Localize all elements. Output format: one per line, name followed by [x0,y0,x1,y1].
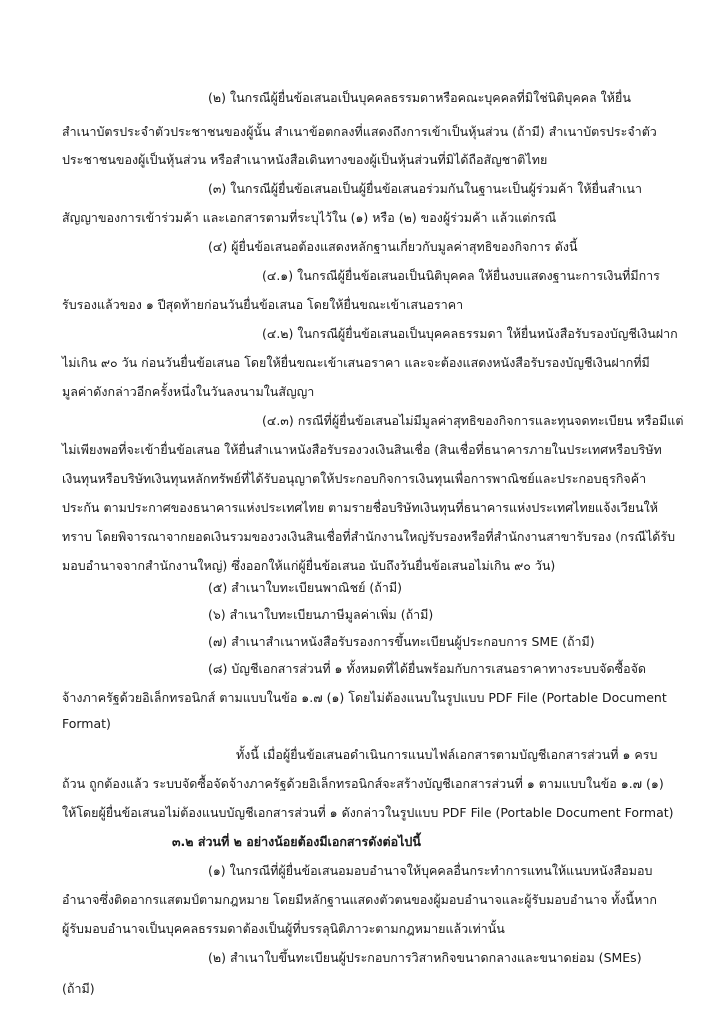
text-line: ทราบ โดยพิจารณาจากยอดเงินรวมของวงเงินสินเชื่อที่สำนักงานใหญ่รับรองหรือที่สำนักงานสาขารับรอง (กรณีได้รับ [62,529,676,544]
text-line: Format) [62,716,111,731]
text-line: (๔.๓) กรณีที่ผู้ยื่นข้อเสนอไม่มีมูลค่าสุทธิของกิจการและทุนจดทะเบียน หรือมีแต่ [262,413,684,428]
text-line: รับรองแล้วของ ๑ ปีสุดท้ายก่อนวันยื่นข้อเสนอ โดยให้ยื่นขณะเข้าเสนอราคา [62,297,464,312]
text-line: (๘) บัญชีเอกสารส่วนที่ ๑ ทั้งหมดที่ได้ยื่นพร้อมกับการเสนอราคาทางระบบจัดซื้อจัด [208,661,647,676]
text-line: สำเนาบัตรประจำตัวประชาชนของผู้นั้น สำเนาข้อตกลงที่แสดงถึงการเข้าเป็นหุ้นส่วน (ถ้ามี) สำเนาบัตรประจำตัว [62,124,657,139]
text-line: (๖) สำเนาใบทะเบียนภาษีมูลค่าเพิ่ม (ถ้ามี) [208,607,434,622]
text-line: อำนาจซึ่งติดอากรแสตมป์ตามกฎหมาย โดยมีหลักฐานแสดงตัวตนของผู้มอบอำนาจและผู้รับมอบอำนาจ ทั้งนี้หาก [62,892,657,907]
text-line: (๗) สำเนาสำเนาหนังสือรับรองการขึ้นทะเบียนผู้ประกอบการ SME (ถ้ามี) [208,634,595,649]
text-line: เงินทุนหรือบริษัทเงินทุนหลักทรัพย์ที่ได้รับอนุญาตให้ประกอบกิจการเงินทุนเพื่อการพาณิชย์และประกอบธุรกิจค้า [62,471,647,486]
text-line: (๓) ในกรณีผู้ยื่นข้อเสนอเป็นผู้ยื่นข้อเสนอร่วมกันในฐานะเป็นผู้ร่วมค้า ให้ยื่นสำเนา [208,181,642,196]
text-line: (๔) ผู้ยื่นข้อเสนอต้องแสดงหลักฐานเกี่ยวกับมูลค่าสุทธิของกิจการ ดังนี้ [208,239,578,254]
text-line: จ้างภาครัฐด้วยอิเล็กทรอนิกส์ ตามแบบในข้อ ๑.๗ (๑) โดยไม่ต้องแนบในรูปแบบ PDF File (Portable Document [62,690,667,705]
text-line: ประชาชนของผู้เป็นหุ้นส่วน หรือสำเนาหนังสือเดินทางของผู้เป็นหุ้นส่วนที่มิได้ถือสัญชาติไทย [62,152,548,167]
text-line: (๑) ในกรณีที่ผู้ยื่นข้อเสนอมอบอำนาจให้บุคคลอื่นกระทำการแทนให้แนบหนังสือมอบ [208,863,653,878]
text-line: (๒) สำเนาใบขึ้นทะเบียนผู้ประกอบการวิสาหกิจขนาดกลางและขนาดย่อม (SMEs) [208,950,642,965]
text-line: ถ้วน ถูกต้องแล้ว ระบบจัดซื้อจัดจ้างภาครัฐด้วยอิเล็กทรอนิกส์จะสร้างบัญชีเอกสารส่วนที่ ๑ ตามแบบในข้อ ๑.๗ (๑) [62,776,664,791]
text-line: สัญญาของการเข้าร่วมค้า และเอกสารตามที่ระบุไว้ใน (๑) หรือ (๒) ของผู้ร่วมค้า แล้วแต่กรณี [62,210,557,225]
text-line: (๕) สำเนาใบทะเบียนพาณิชย์ (ถ้ามี) [208,580,402,595]
text-line: ไม่เกิน ๙๐ วัน ก่อนวันยื่นข้อเสนอ โดยให้ยื่นขณะเข้าเสนอราคา และจะต้องแสดงหนังสือรับรองบัญชีเงินฝากที่มี [62,355,650,370]
text-line: มอบอำนาจจากสำนักงานใหญ่) ซึ่งออกให้แก่ผู้ยื่นข้อเสนอ นับถึงวันยื่นข้อเสนอไม่เกิน ๙๐ วัน) [62,558,556,573]
text-line: (๔.๑) ในกรณีผู้ยื่นข้อเสนอเป็นนิติบุคคล ให้ยื่นงบแสดงฐานะการเงินที่มีการ [262,268,660,283]
text-line: (๔.๒) ในกรณีผู้ยื่นข้อเสนอเป็นบุคคลธรรมดา ให้ยื่นหนังสือรับรองบัญชีเงินฝาก [262,326,678,341]
text-line: ผู้รับมอบอำนาจเป็นบุคคลธรรมดาต้องเป็นผู้ที่บรรลุนิติภาวะตามกฎหมายแล้วเท่านั้น [62,921,505,936]
text-line: (๒) ในกรณีผู้ยื่นข้อเสนอเป็นบุคคลธรรมดาหรือคณะบุคคลที่มิใช่นิติบุคคล ให้ยื่น [208,90,631,105]
text-line: ทั้งนี้ เมื่อผู้ยื่นข้อเสนอดำเนินการแนบไฟล์เอกสารตามบัญชีเอกสารส่วนที่ ๑ ครบ [236,747,658,762]
text-line: ให้โดยผู้ยื่นข้อเสนอไม่ต้องแนบบัญชีเอกสารส่วนที่ ๑ ดังกล่าวในรูปแบบ PDF File (Portable Document Format) [62,805,674,820]
text-line: ไม่เพียงพอที่จะเข้ายื่นข้อเสนอ ให้ยื่นสำเนาหนังสือรับรองวงเงินสินเชื่อ (สินเชื่อที่ธนาคารภายในประเทศหรือบริษัท [62,442,662,457]
text-line: (ถ้ามี) [62,981,95,996]
text-line: มูลค่าดังกล่าวอีกครั้งหนึ่งในวันลงนามในสัญญา [62,384,315,399]
section-heading: ๓.๒ ส่วนที่ ๒ อย่างน้อยต้องมีเอกสารดังต่อไปนี้ [172,834,421,849]
text-line: ประกัน ตามประกาศของธนาคารแห่งประเทศไทย ตามรายชื่อบริษัทเงินทุนที่ธนาคารแห่งประเทศไทยแจ้งเวียนให้ [62,500,659,515]
